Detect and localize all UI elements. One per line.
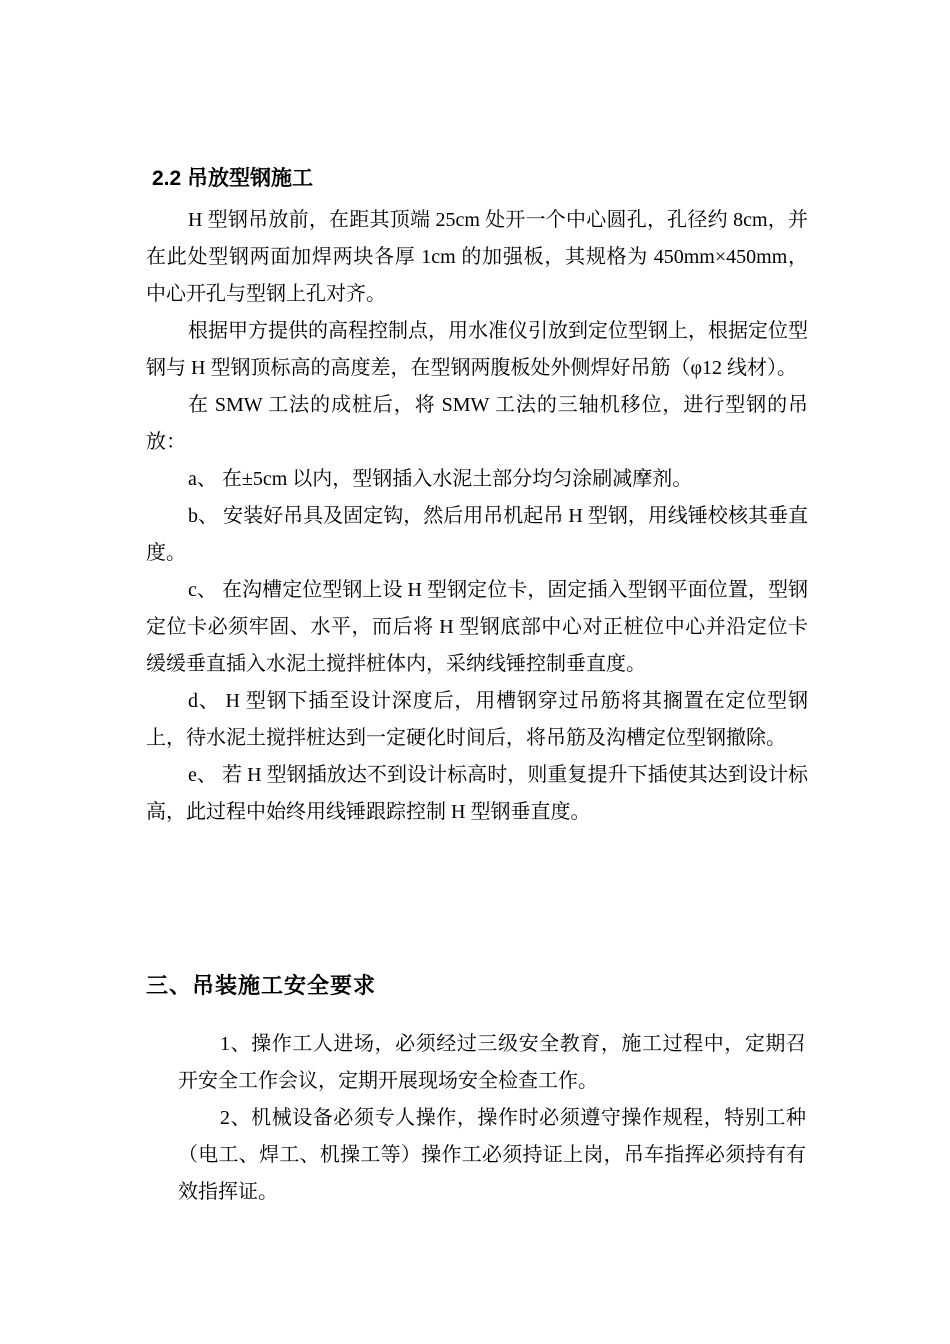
section-heading-2-2: 2.2 吊放型钢施工 [152, 167, 314, 190]
list-item-d: d、 H 型钢下插至设计深度后，用槽钢穿过吊筋将其搁置在定位型钢上，待水泥土搅拌桩达到一定硬化时间后，将吊筋及沟槽定位型钢撤除。 [146, 690, 808, 749]
paragraph: 在 SMW 工法的成桩后，将 SMW 工法的三轴机移位，进行型钢的吊放： [146, 394, 808, 453]
paragraph: H 型钢吊放前，在距其顶端 25cm 处开一个中心圆孔，孔径约 8cm，并在此处型钢两面加焊两块各厚 1cm 的加强板，其规格为 450mm×450mm，中心开孔与型钢上孔对齐。 [146, 209, 808, 305]
list-item-c: c、 在沟槽定位型钢上设 H 型钢定位卡，固定插入型钢平面位置，型钢定位卡必须牢固、水平，而后将 H 型钢底部中心对正桩位中心并沿定位卡缓缓垂直插入水泥土搅拌桩体内，采纳线锤控制垂直度。 [146, 579, 808, 675]
list-item-a: a、 在±5cm 以内，型钢插入水泥土部分均匀涂刷减摩剂。 [188, 468, 693, 490]
section-3-body [178, 1026, 806, 1211]
safety-item-1: 1、操作工人进场，必须经过三级安全教育，施工过程中，定期召开安全工作会议，定期开展现场安全检查工作。 [178, 1033, 806, 1092]
list-item-b: b、 安装好吊具及固定钩，然后用吊机起吊 H 型钢，用线锤校核其垂直度。 [146, 505, 808, 564]
paragraph: 根据甲方提供的高程控制点，用水准仪引放到定位型钢上，根据定位型钢与 H 型钢顶标高的高度差，在型钢两腹板处外侧焊好吊筋（φ12 线材）。 [146, 320, 808, 379]
list-item-e: e、 若 H 型钢插放达不到设计标高时，则重复提升下插使其达到设计标高，此过程中始终用线锤跟踪控制 H 型钢垂直度。 [146, 764, 808, 823]
section-2-2-body [146, 202, 808, 831]
safety-item-2: 2、机械设备必须专人操作，操作时必须遵守操作规程，特别工种（电工、焊工、机操工等）操作工必须持证上岗，吊车指挥必须持有有效指挥证。 [178, 1107, 806, 1203]
section-heading-3: 三、吊装施工安全要求 [146, 973, 377, 999]
